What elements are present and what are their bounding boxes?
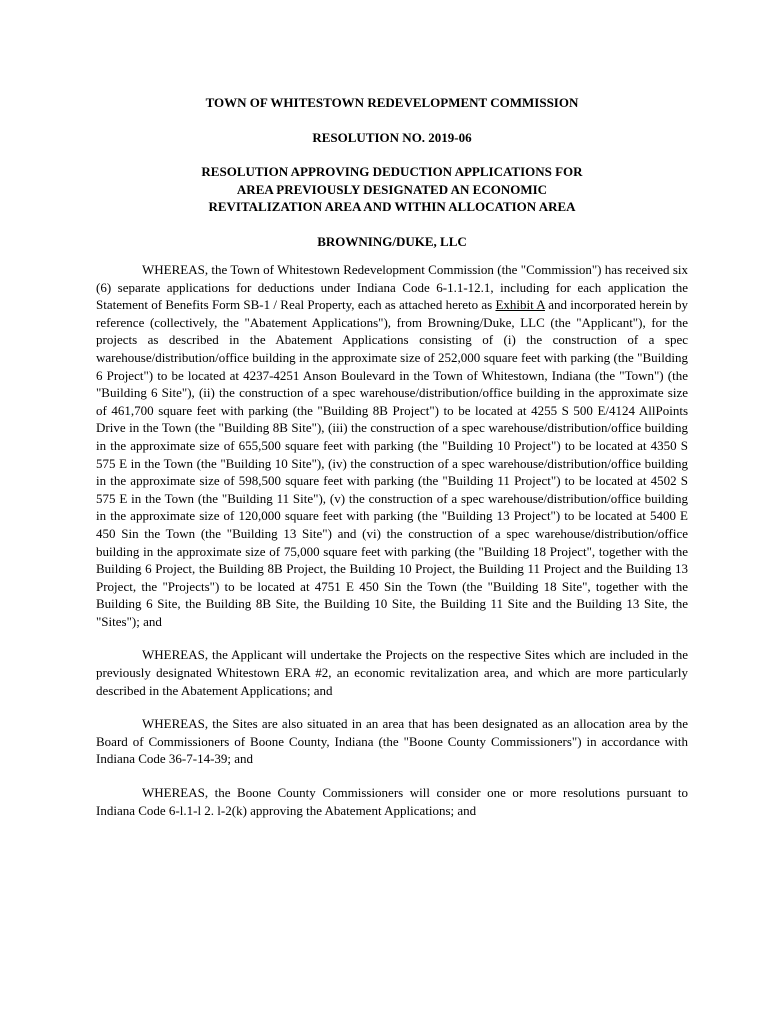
resolution-title-line: REVITALIZATION AREA AND WITHIN ALLOCATION AREA	[208, 199, 576, 214]
exhibit-reference: Exhibit A	[495, 297, 545, 313]
resolution-number: RESOLUTION NO. 2019-06	[312, 129, 472, 145]
whereas-paragraph-4: WHEREAS, the Boone County Commissioners will consider one or more resolutions pursuant to Indiana Code 6-l.1-l 2. l-2(k) approving the Abatement Applications; and	[96, 785, 688, 818]
resolution-title-line: AREA PREVIOUSLY DESIGNATED AN ECONOMIC	[236, 181, 548, 197]
document-title: TOWN OF WHITESTOWN REDEVELOPMENT COMMISSION	[205, 95, 579, 110]
paragraph-text: WHEREAS, the Town of Whitestown Redevelopment Commission (the "Commission") has received six (6) separate applications for deductions under Indiana Code 6-1.1-12.1, including for each application the Statement of Benefits Form SB-1 / Real Property, each as attached hereto as	[96, 262, 688, 313]
party-name: BROWNING/DUKE, LLC	[317, 233, 467, 249]
whereas-paragraph-1	[96, 261, 688, 630]
whereas-paragraph-3: WHEREAS, the Sites are also situated in an area that has been designated as an allocation area by the Board of Commissioners of Boone County, Indiana (the "Boone County Commissioners") in accordance with Indiana Code 36-7-14-39; and	[96, 716, 688, 767]
resolution-title-line: RESOLUTION APPROVING DEDUCTION APPLICATIONS FOR	[201, 164, 583, 179]
whereas-paragraph-2: WHEREAS, the Applicant will undertake the Projects on the respective Sites which are included in the previously designated Whitestown ERA #2, an economic revitalization area, and which are more particularly described in the Abatement Applications; and	[96, 647, 688, 698]
paragraph-text: and incorporated herein by reference (collectively, the "Abatement Applications"), from Browning/Duke, LLC (the "Applicant"), for the projects as described in the Abatement Applications consisting of (i) the construction of a spec warehouse/distribution/office building in the approximate size of 252,000 square feet with parking (the "Building 6 Project") to be located at 4237-4251 Anson Boulevard in the Town of Whitestown, Indiana (the "Town") (the "Building 6 Site"), (ii) the construction of a spec warehouse/distribution/office building in the approximate size of 461,700 square feet with parking (the "Building 8B Project") to be located at 4255 S 500 E/4124 AllPoints Drive in the Town (the "Building 8B Site"), (iii) the construction of a spec warehouse/distribution/office building in the approximate size of 655,500 square feet with parking (the "Building 10 Project") to be located at 4350 S 575 E in the Town (the "Building 10 Site"), (iv) the construction of a spec warehouse/distribution/office building in the approximate size of 598,500 square feet with parking (the "Building 11 Project") to be located at 4502 S 575 E in the Town (the "Building 11 Site"), (v) the construction of a spec warehouse/distribution/office building in the approximate size of 120,000 square feet with parking (the "Building 13 Project") to be located at 5400 E 450 Sin the Town (the "Building 13 Site") and (vi) the construction of a spec warehouse/distribution/office building in the approximate size of 75,000 square feet with parking (the "Building 18 Project", together with the Building 6 Project, the Building 8B Project, the Building 10 Project, the Building 11 Project and the Building 13 Project, the "Projects") to be located at 4751 E 450 Sin the Town (the "Building 18 Site", together with the Building 6 Site, the Building 8B Site, the Building 10 Site, the Building 11 Site and the Building 13 Site, the "Sites"); and	[96, 297, 689, 629]
